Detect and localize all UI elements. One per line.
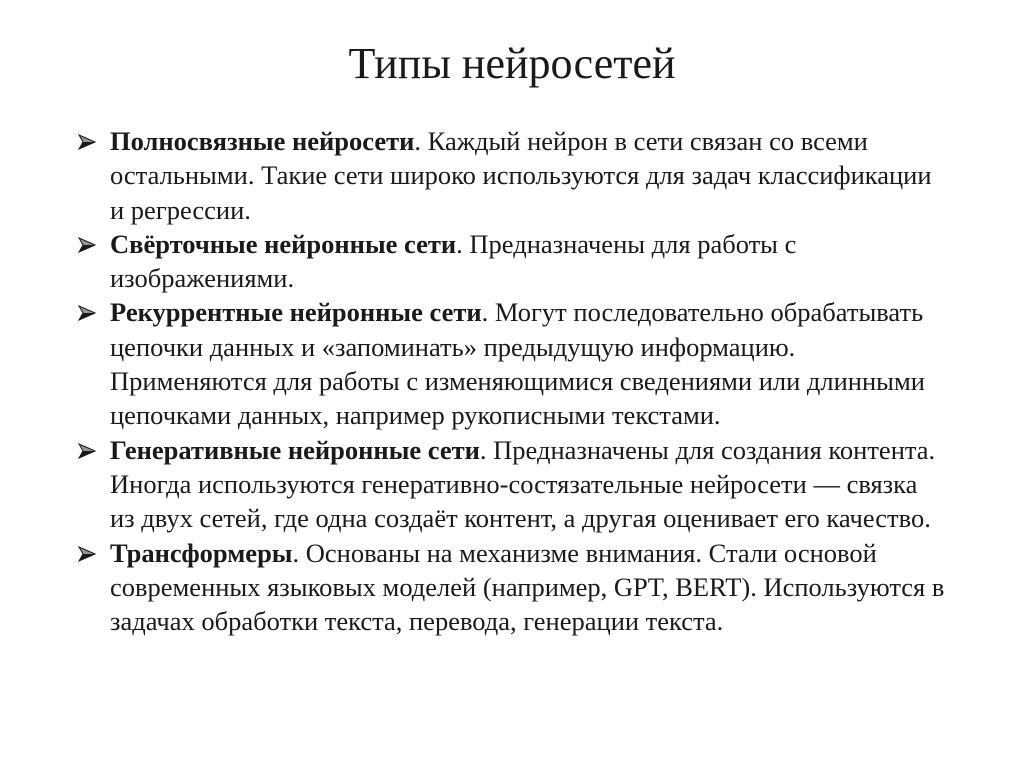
bullet-text: . Предназначены для создания контента. Иногда используются генеративно-состязательные нейросети — связка из двух сетей, где одна создаёт контент, а другая оценивает его качество. bbox=[110, 434, 936, 534]
arrowhead-bullet-icon bbox=[78, 546, 96, 562]
bullet-term: Свёрточные нейронные сети bbox=[110, 228, 457, 259]
bullet-term: Полносвязные нейросети bbox=[110, 126, 415, 156]
bullet-text: . Предназначены для работы с изображениями. bbox=[110, 228, 797, 294]
bullet-item bbox=[78, 227, 948, 296]
bullet-item bbox=[78, 536, 948, 639]
bullet-term: Рекуррентные нейронные сети bbox=[110, 297, 482, 328]
bullet-term: Трансформеры bbox=[110, 537, 293, 568]
bullet-text: . Основаны на механизме внимания. Стали основой современных языковых моделей (например, GPT, BERT). Используются в задачах обработки текста, перевода, генерации текста. bbox=[110, 537, 945, 637]
arrowhead-bullet-icon bbox=[78, 237, 96, 253]
bullet-text: . Могут последовательно обрабатывать цепочки данных и «запоминать» предыдущую информацию. Применяются для работы с изменяющимися сведениями или длинными цепочками данных, например рукописными текстами. bbox=[110, 297, 925, 431]
arrowhead-bullet-icon bbox=[78, 134, 96, 150]
bullet-term: Генеративные нейронные сети bbox=[110, 434, 480, 465]
bullet-list bbox=[78, 124, 948, 638]
bullet-item bbox=[78, 433, 948, 536]
arrowhead-bullet-icon bbox=[78, 443, 96, 459]
bullet-text: . Каждый нейрон в сети связан со всеми остальными. Такие сети широко используются для задач классификации и регрессии. bbox=[110, 126, 932, 225]
arrowhead-bullet-icon bbox=[78, 305, 96, 321]
bullet-item bbox=[78, 124, 948, 227]
bullet-item bbox=[78, 295, 948, 432]
slide-title: Типы нейросетей bbox=[348, 39, 676, 88]
